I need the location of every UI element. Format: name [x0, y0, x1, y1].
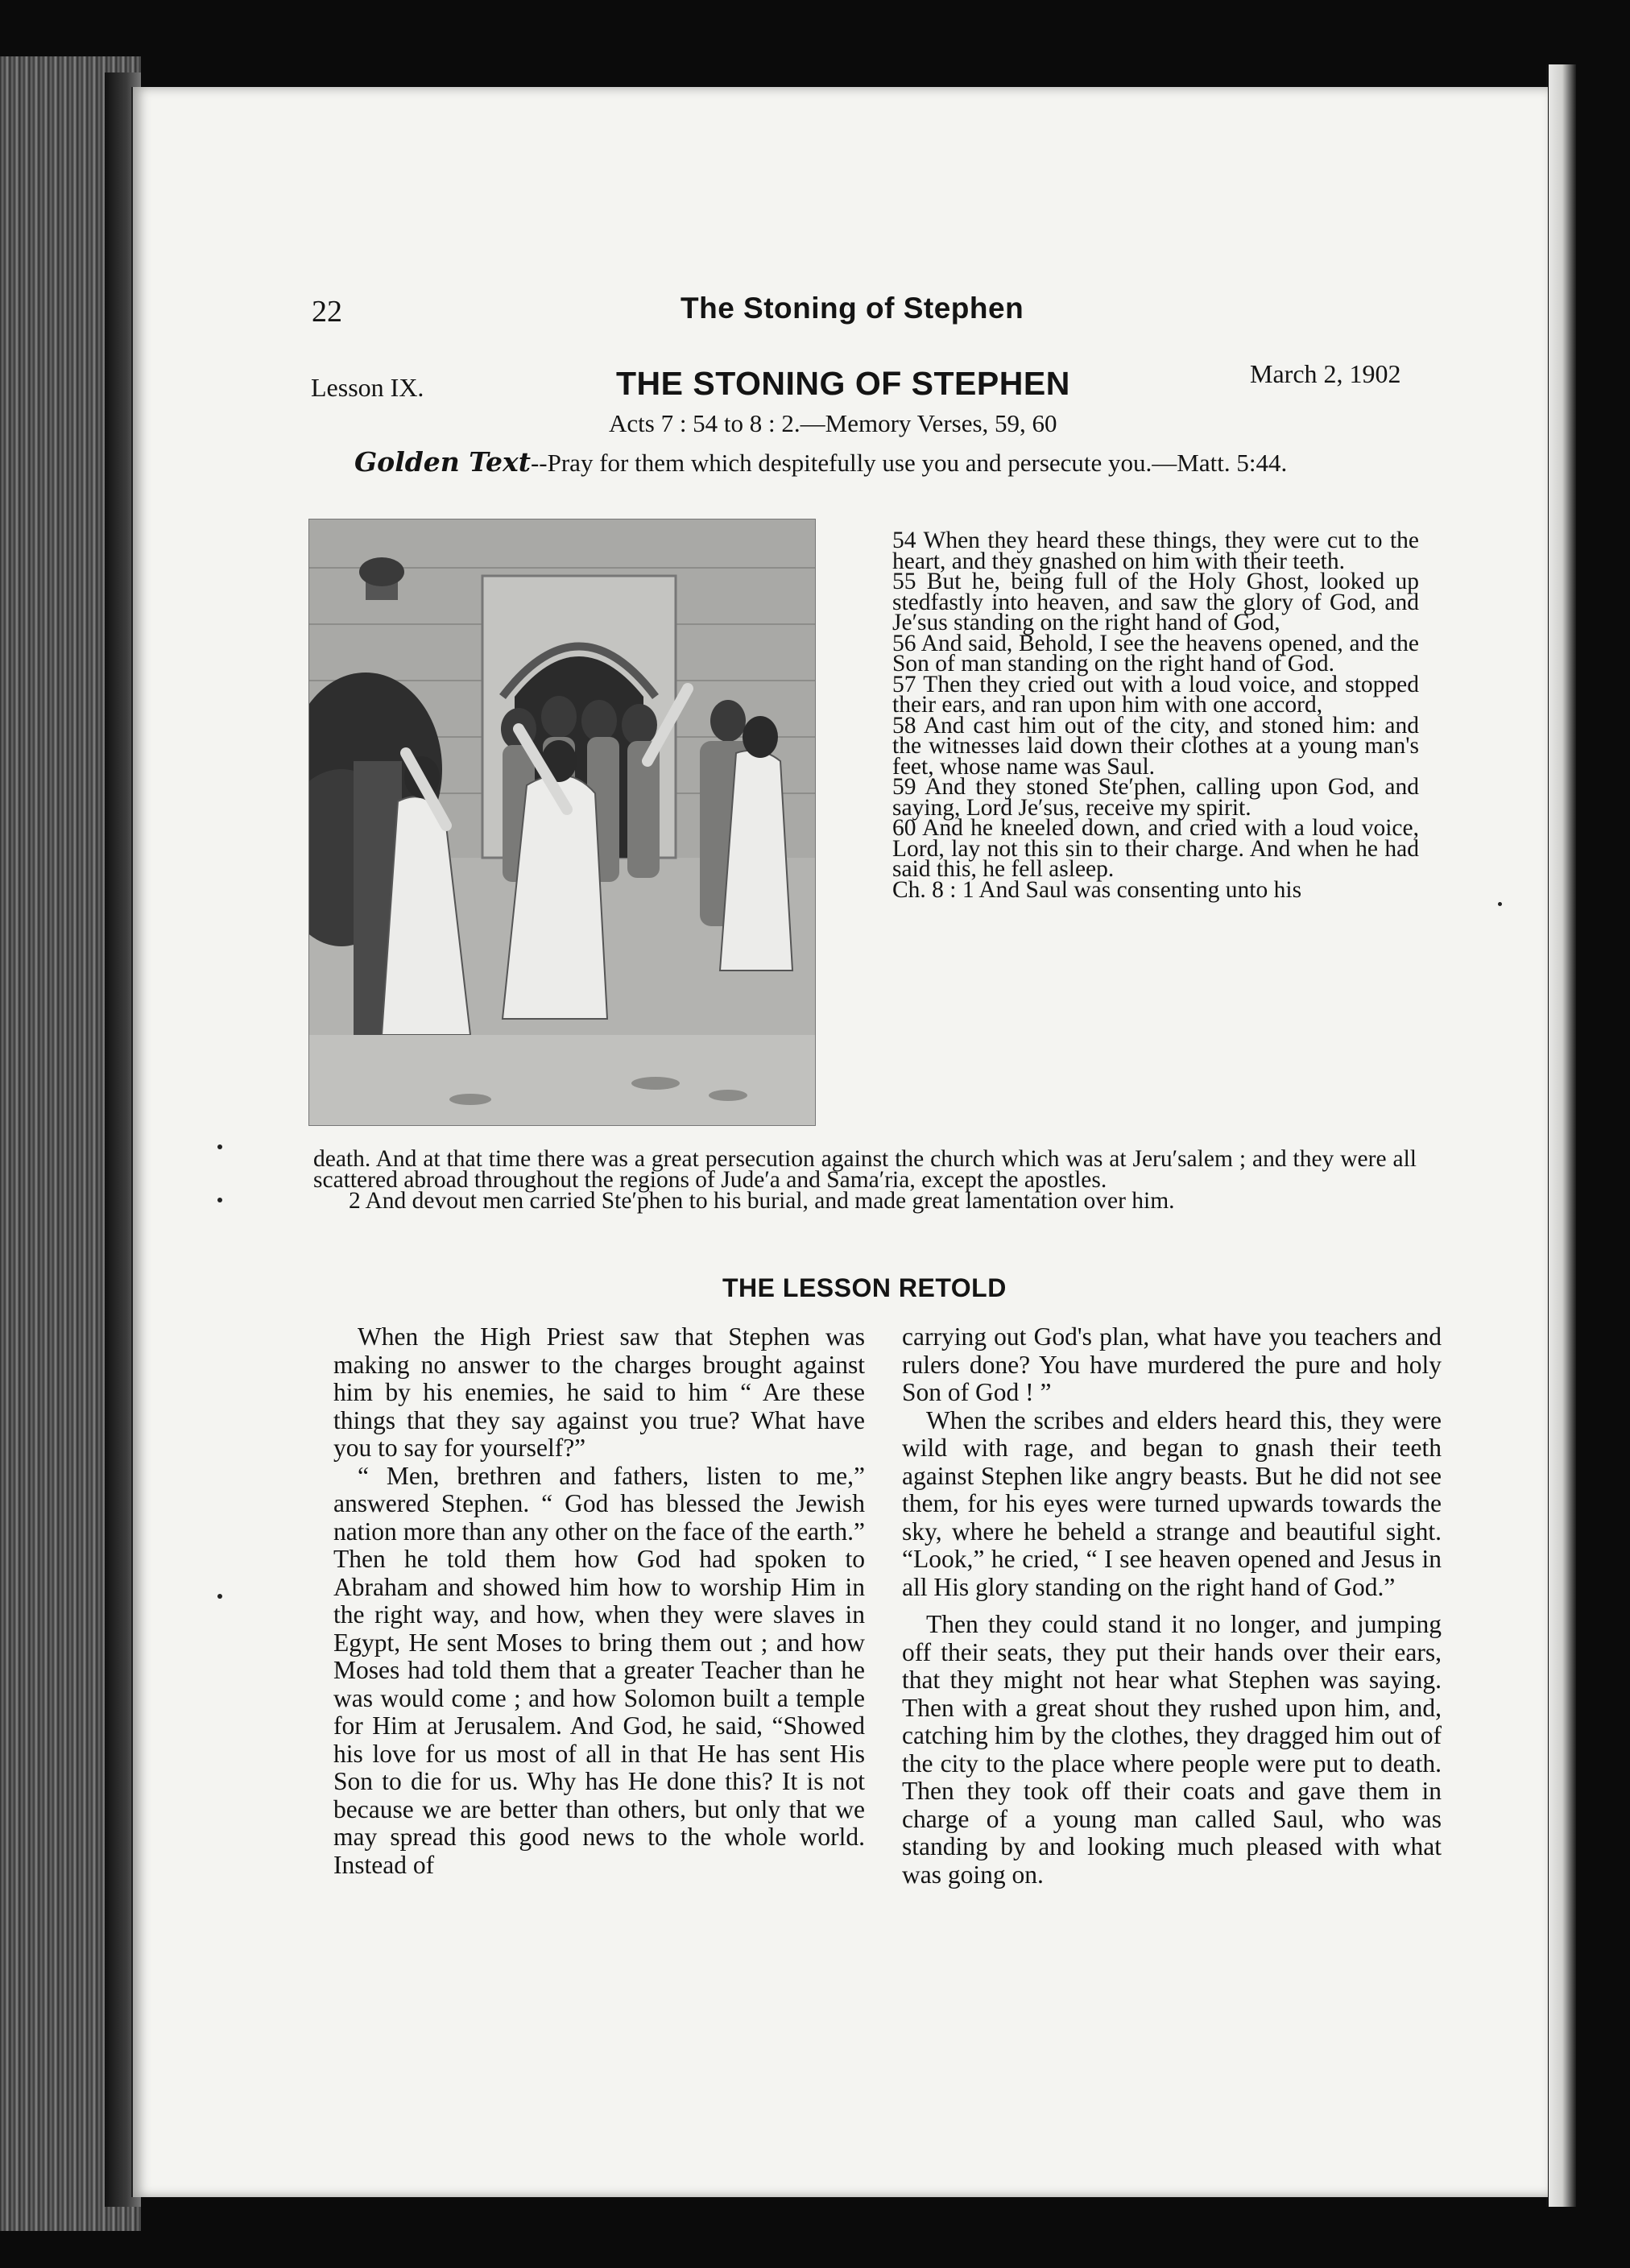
lesson-title: THE STONING OF STEPHEN [616, 365, 1070, 402]
golden-text-body: --Pray for them which despitefully use you and persecute you.—Matt. 5:44. [530, 449, 1288, 477]
lesson-number: Lesson IX. [311, 373, 424, 402]
verse-59: 59 And they stoned Ste′phen, calling upon God, and saying, Lord Je′sus, receive my spirit. [892, 774, 1419, 821]
scripture-reference: Acts 7 : 54 to 8 : 2.—Memory Verses, 59, 60 [609, 409, 1057, 437]
verse-60: 60 And he kneeled down, and cried with a loud voice, Lord, lay not this sin to their charge. And when he had said this, he fell asleep. [892, 815, 1419, 882]
page-number: 22 [312, 295, 342, 329]
margin-speck [217, 1144, 222, 1149]
retold-paragraph: “ Men, brethren and fathers, listen to me,” answered Stephen. “ God has blessed the Jewish nation more than any other on the face of the earth.” Then he told them how God had spoken to Abraham and showed him how to worship Him in the right way, and how, when they were slaves in Egypt, He sent Moses to bring them out ; and how Moses had told them that a greater Teacher than he was would come ; and how Solomon built a temple for Him at Jerusalem. And God, he said, “Showed his love for us most of all in that He has sent His Son to die for us. Why has He done this? It is not because we are better than others, but only that we may spread this good news to the whole world. Instead of [333, 1461, 865, 1879]
retold-paragraph: carrying out God's plan, what have you teachers and rulers done? You have murdered the pure and holy Son of God ! ” [902, 1322, 1442, 1406]
lesson-retold-heading: THE LESSON RETOLD [722, 1273, 1007, 1302]
golden-text-label: Golden Text [354, 446, 531, 478]
stoning-illustration [308, 519, 816, 1126]
retold-left-column [333, 1323, 865, 1879]
retold-paragraph: When the scribes and elders heard this, they were wild with rage, and began to gnash their teeth against Stephen like angry beasts. But he did not see them, for his eyes were turned upwards towards the sky, where he beheld a strange and beautiful sight. “Look,” he cried, “ I see heaven opened and Jesus in all His glory standing on the right hand of God.” [902, 1405, 1442, 1601]
verse-ch8-1-cont: death. And at that time there was a great persecution against the church which was at Jeru′salem ; and they were all scattered abroad throughout the regions of Jude′a and Sama′ria, except the apostles. [313, 1146, 1417, 1193]
verse-ch8-1-start: Ch. 8 : 1 And Saul was consenting unto his [892, 876, 1302, 903]
golden-text [354, 446, 1287, 478]
verse-58: 58 And cast him out of the city, and stoned him: and the witnesses laid down their clothes at a young man's feet, whose name was Saul. [892, 712, 1419, 780]
verse-54: 54 When they heard these things, they were cut to the heart, and they gnashed on him with their teeth. [892, 528, 1419, 574]
verses-beside-image [892, 528, 1419, 903]
margin-speck [217, 1594, 222, 1599]
margin-speck [1498, 902, 1502, 906]
running-head: The Stoning of Stephen [681, 292, 1024, 325]
verse-55: 55 But he, being full of the Holy Ghost, looked up stedfastly into heaven, and saw the glory of God, and Je′sus standing on the right hand of God, [892, 569, 1419, 635]
verse-57: 57 Then they cried out with a loud voice, and stopped their ears, and ran upon him with one accord, [892, 671, 1419, 718]
verse-ch8-2: 2 And devout men carried Ste′phen to his burial, and made great lamentation over him. [349, 1188, 1175, 1214]
margin-speck [217, 1198, 222, 1202]
facing-page-edge [1546, 64, 1576, 2207]
verse-56: 56 And said, Behold, I see the heavens opened, and the Son of man standing on the right hand of God. [892, 630, 1419, 677]
retold-paragraph: Then they could stand it no longer, and jumping off their seats, they put their hands over their ears, that they might not hear what Stephen was saying. Then with a great shout they rushed upon him, and, catching him by the clothes, they dragged him out of the city to the place where people were put to death. Then they took off their coats and gave them in charge of a young man called Saul, who was standing by and looking much pleased with what was going on. [902, 1610, 1442, 1889]
lesson-date: March 2, 1902 [1250, 359, 1401, 388]
retold-paragraph: When the High Priest saw that Stephen was making no answer to the charges brought against him by his enemies, he said to him “ Are these things that they say against you true? What have you to say for yourself?” [333, 1322, 865, 1462]
retold-right-column [902, 1323, 1442, 1889]
verses-full-width [313, 1146, 1417, 1214]
